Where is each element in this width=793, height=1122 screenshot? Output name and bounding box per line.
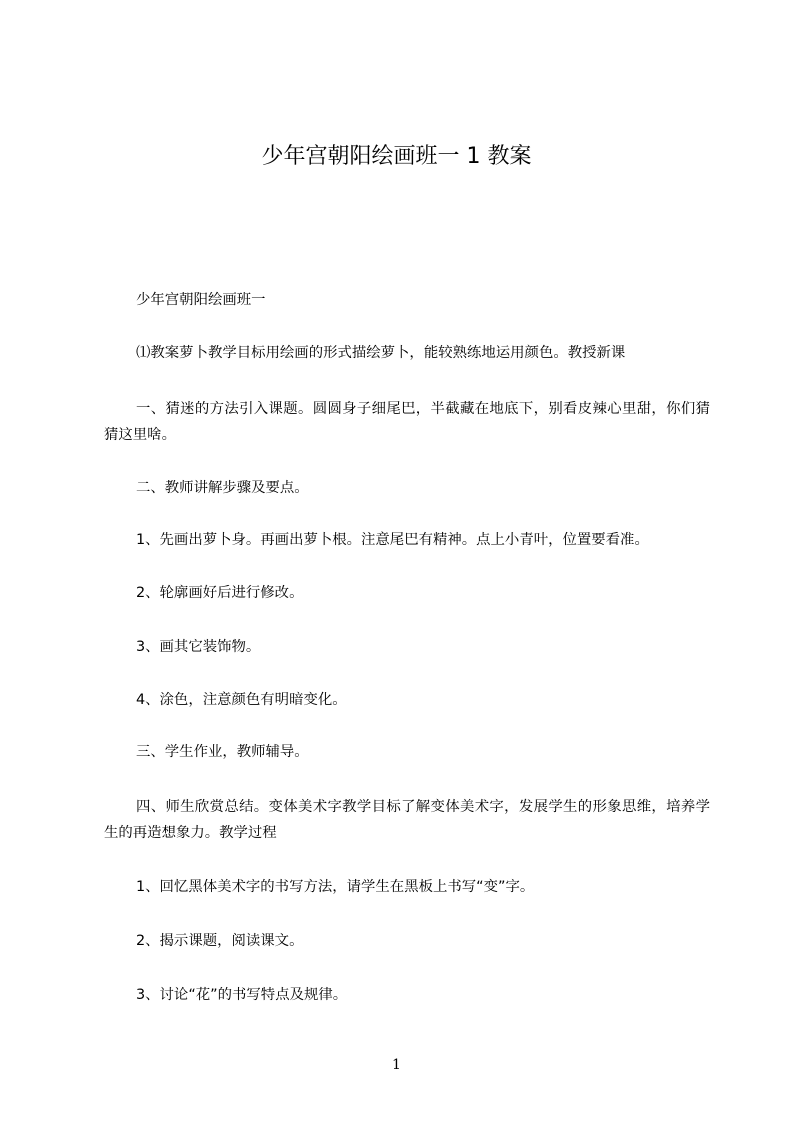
paragraph-step-three: 三、学生作业，教师辅导。 xyxy=(136,744,309,760)
paragraph-subtitle: 少年宫朝阳绘画班一 xyxy=(136,292,266,308)
paragraph-item-4: 4、涂色，注意颜色有明暗变化。 xyxy=(136,692,347,708)
paragraph-step-four: 四、师生欣赏总结。变体美术字教学目标了解变体美术字，发展学生的形象思维，培养学生的再造想象力。教学过程 xyxy=(104,799,710,841)
paragraph-item-1: 1、先画出萝卜身。再画出萝卜根。注意尾巴有精神。点上小青叶，位置要看准。 xyxy=(136,532,649,548)
paragraph-item-2: 2、轮廓画好后进行修改。 xyxy=(136,585,304,601)
paragraph-item-3: 3、画其它装饰物。 xyxy=(136,639,261,655)
paragraph-process-2: 2、揭示课题，阅读课文。 xyxy=(136,933,304,949)
paragraph-lesson-goal: ⑴教案萝卜教学目标用绘画的形式描绘萝卜，能较熟练地运用颜色。教授新课 xyxy=(136,345,626,361)
document-title: 少年宫朝阳绘画班一 1 教案 xyxy=(261,144,532,169)
paragraph-process-3: 3、讨论“花”的书写特点及规律。 xyxy=(136,987,348,1003)
paragraph-step-one: 一、猜迷的方法引入课题。圆圆身子细尾巴，半截藏在地底下，别看皮辣心里甜，你们猜猜这里啥。 xyxy=(104,401,710,443)
paragraph-step-two: 二、教师讲解步骤及要点。 xyxy=(136,480,309,496)
page-number: 1 xyxy=(392,1057,401,1073)
paragraph-process-1: 1、回忆黑体美术字的书写方法，请学生在黑板上书写“变”字。 xyxy=(136,879,535,895)
